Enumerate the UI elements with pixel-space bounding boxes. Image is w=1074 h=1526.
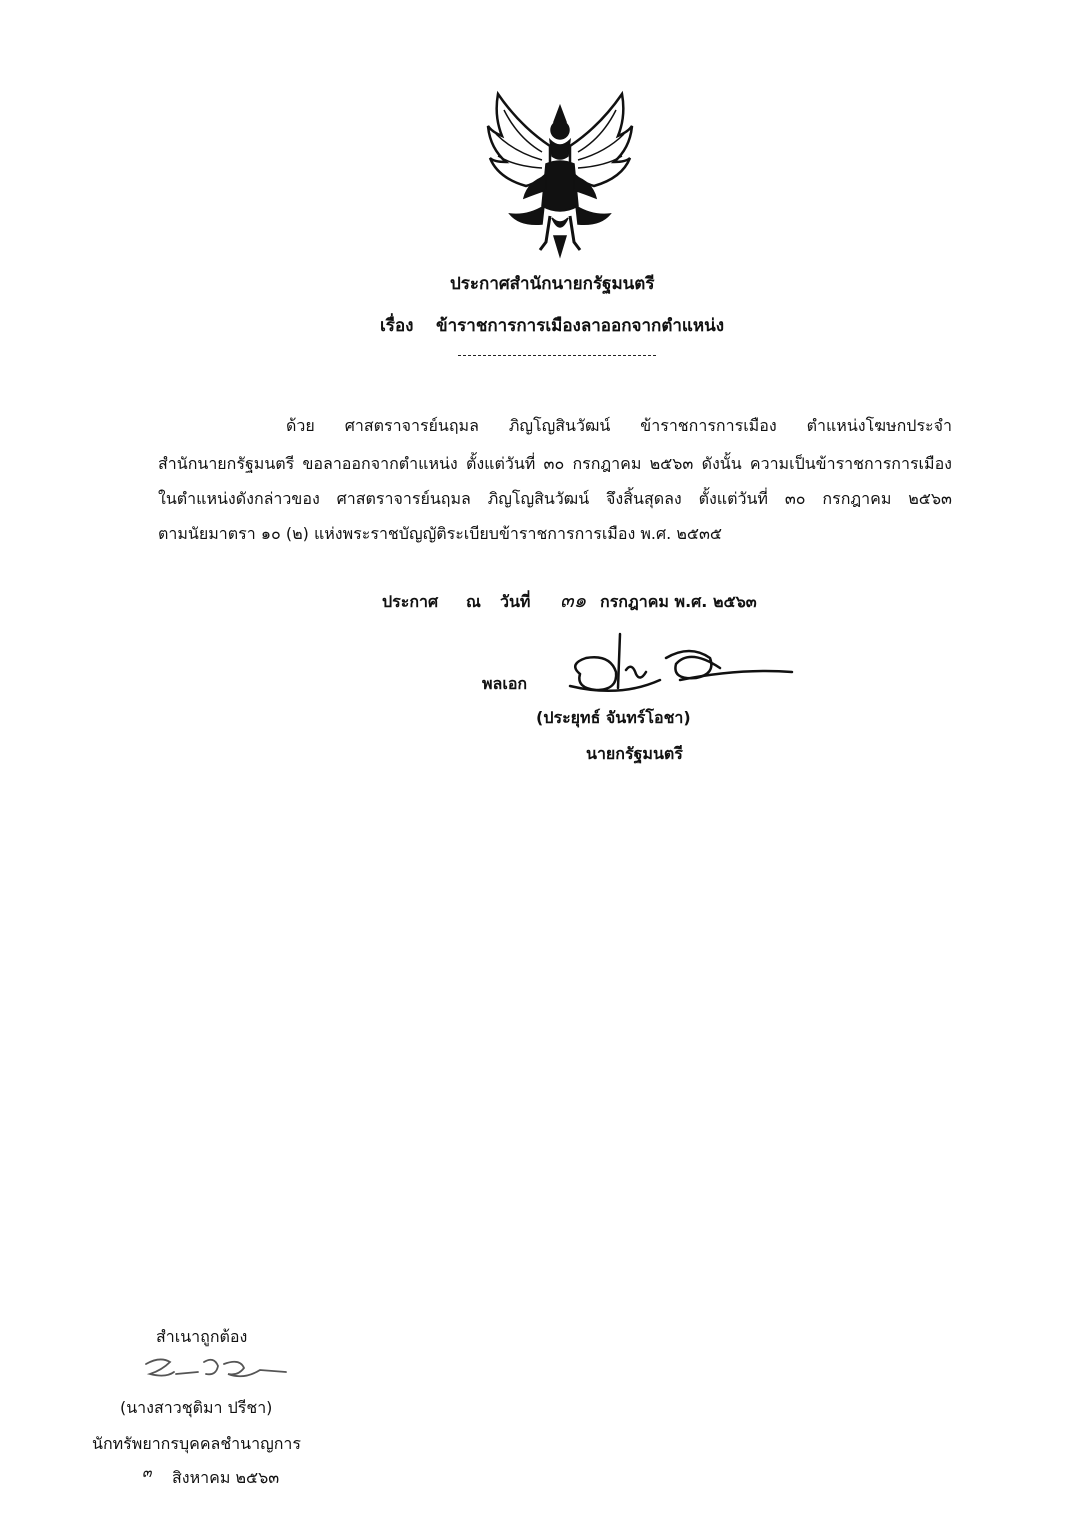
date-announce-label: ประกาศ xyxy=(382,592,439,611)
certified-date-day-handwritten: ๓ xyxy=(142,1465,152,1481)
certified-copy-label: สำเนาถูกต้อง xyxy=(156,1327,248,1346)
certified-date-month-year: สิงหาคม ๒๕๖๓ xyxy=(172,1468,280,1487)
garuda-emblem xyxy=(480,86,640,261)
body-line-2: สำนักนายกรัฐมนตรี ขอลาออกจากตำแหน่ง ตั้งแต่วันที่ ๓๐ กรกฎาคม ๒๕๖๓ ดังนั้น ความเป็นข้าราชการการเมือง xyxy=(158,454,952,473)
date-day-handwritten: ๓๑ xyxy=(560,588,587,612)
body-line-1: ด้วย ศาสตราจารย์นฤมล ภิญโญสินวัฒน์ ข้าราชการการเมือง ตำแหน่งโฆษกประจำ xyxy=(286,416,952,435)
date-month-year: กรกฎาคม พ.ศ. ๒๕๖๓ xyxy=(600,592,757,611)
subject-label: เรื่อง xyxy=(380,316,414,336)
body-line-4: ตามนัยมาตรา ๑๐ (๒) แห่งพระราชบัญญัติระเบียบข้าราชการการเมือง พ.ศ. ๒๕๓๕ xyxy=(158,524,723,543)
signatory-title: นายกรัฐมนตรี xyxy=(586,744,683,763)
date-day-label: วันที่ xyxy=(500,592,531,611)
signatory-rank: พลเอก xyxy=(482,674,528,693)
prime-minister-signature xyxy=(560,628,800,708)
body-line-3: ในตำแหน่งดังกล่าวของ ศาสตราจารย์นฤมล ภิญโญสินวัฒน์ จึงสิ้นสุดลง ตั้งแต่วันที่ ๓๐ กรกฎาคม ๒๕๖๓ xyxy=(158,489,952,508)
certifier-position: นักทรัพยากรบุคคลชำนาญการ xyxy=(92,1434,301,1453)
title-divider xyxy=(458,355,656,356)
subject-text: ข้าราชการการเมืองลาออกจากตำแหน่ง xyxy=(436,316,724,336)
date-at-label: ณ xyxy=(466,592,481,611)
announcement-title: ประกาศสำนักนายกรัฐมนตรี xyxy=(450,274,655,294)
signatory-name: (ประยุทธ์ จันทร์โอชา) xyxy=(536,708,691,727)
certifier-name: (นางสาวชุติมา ปรีชา) xyxy=(120,1398,273,1417)
certifier-signature xyxy=(140,1350,290,1390)
